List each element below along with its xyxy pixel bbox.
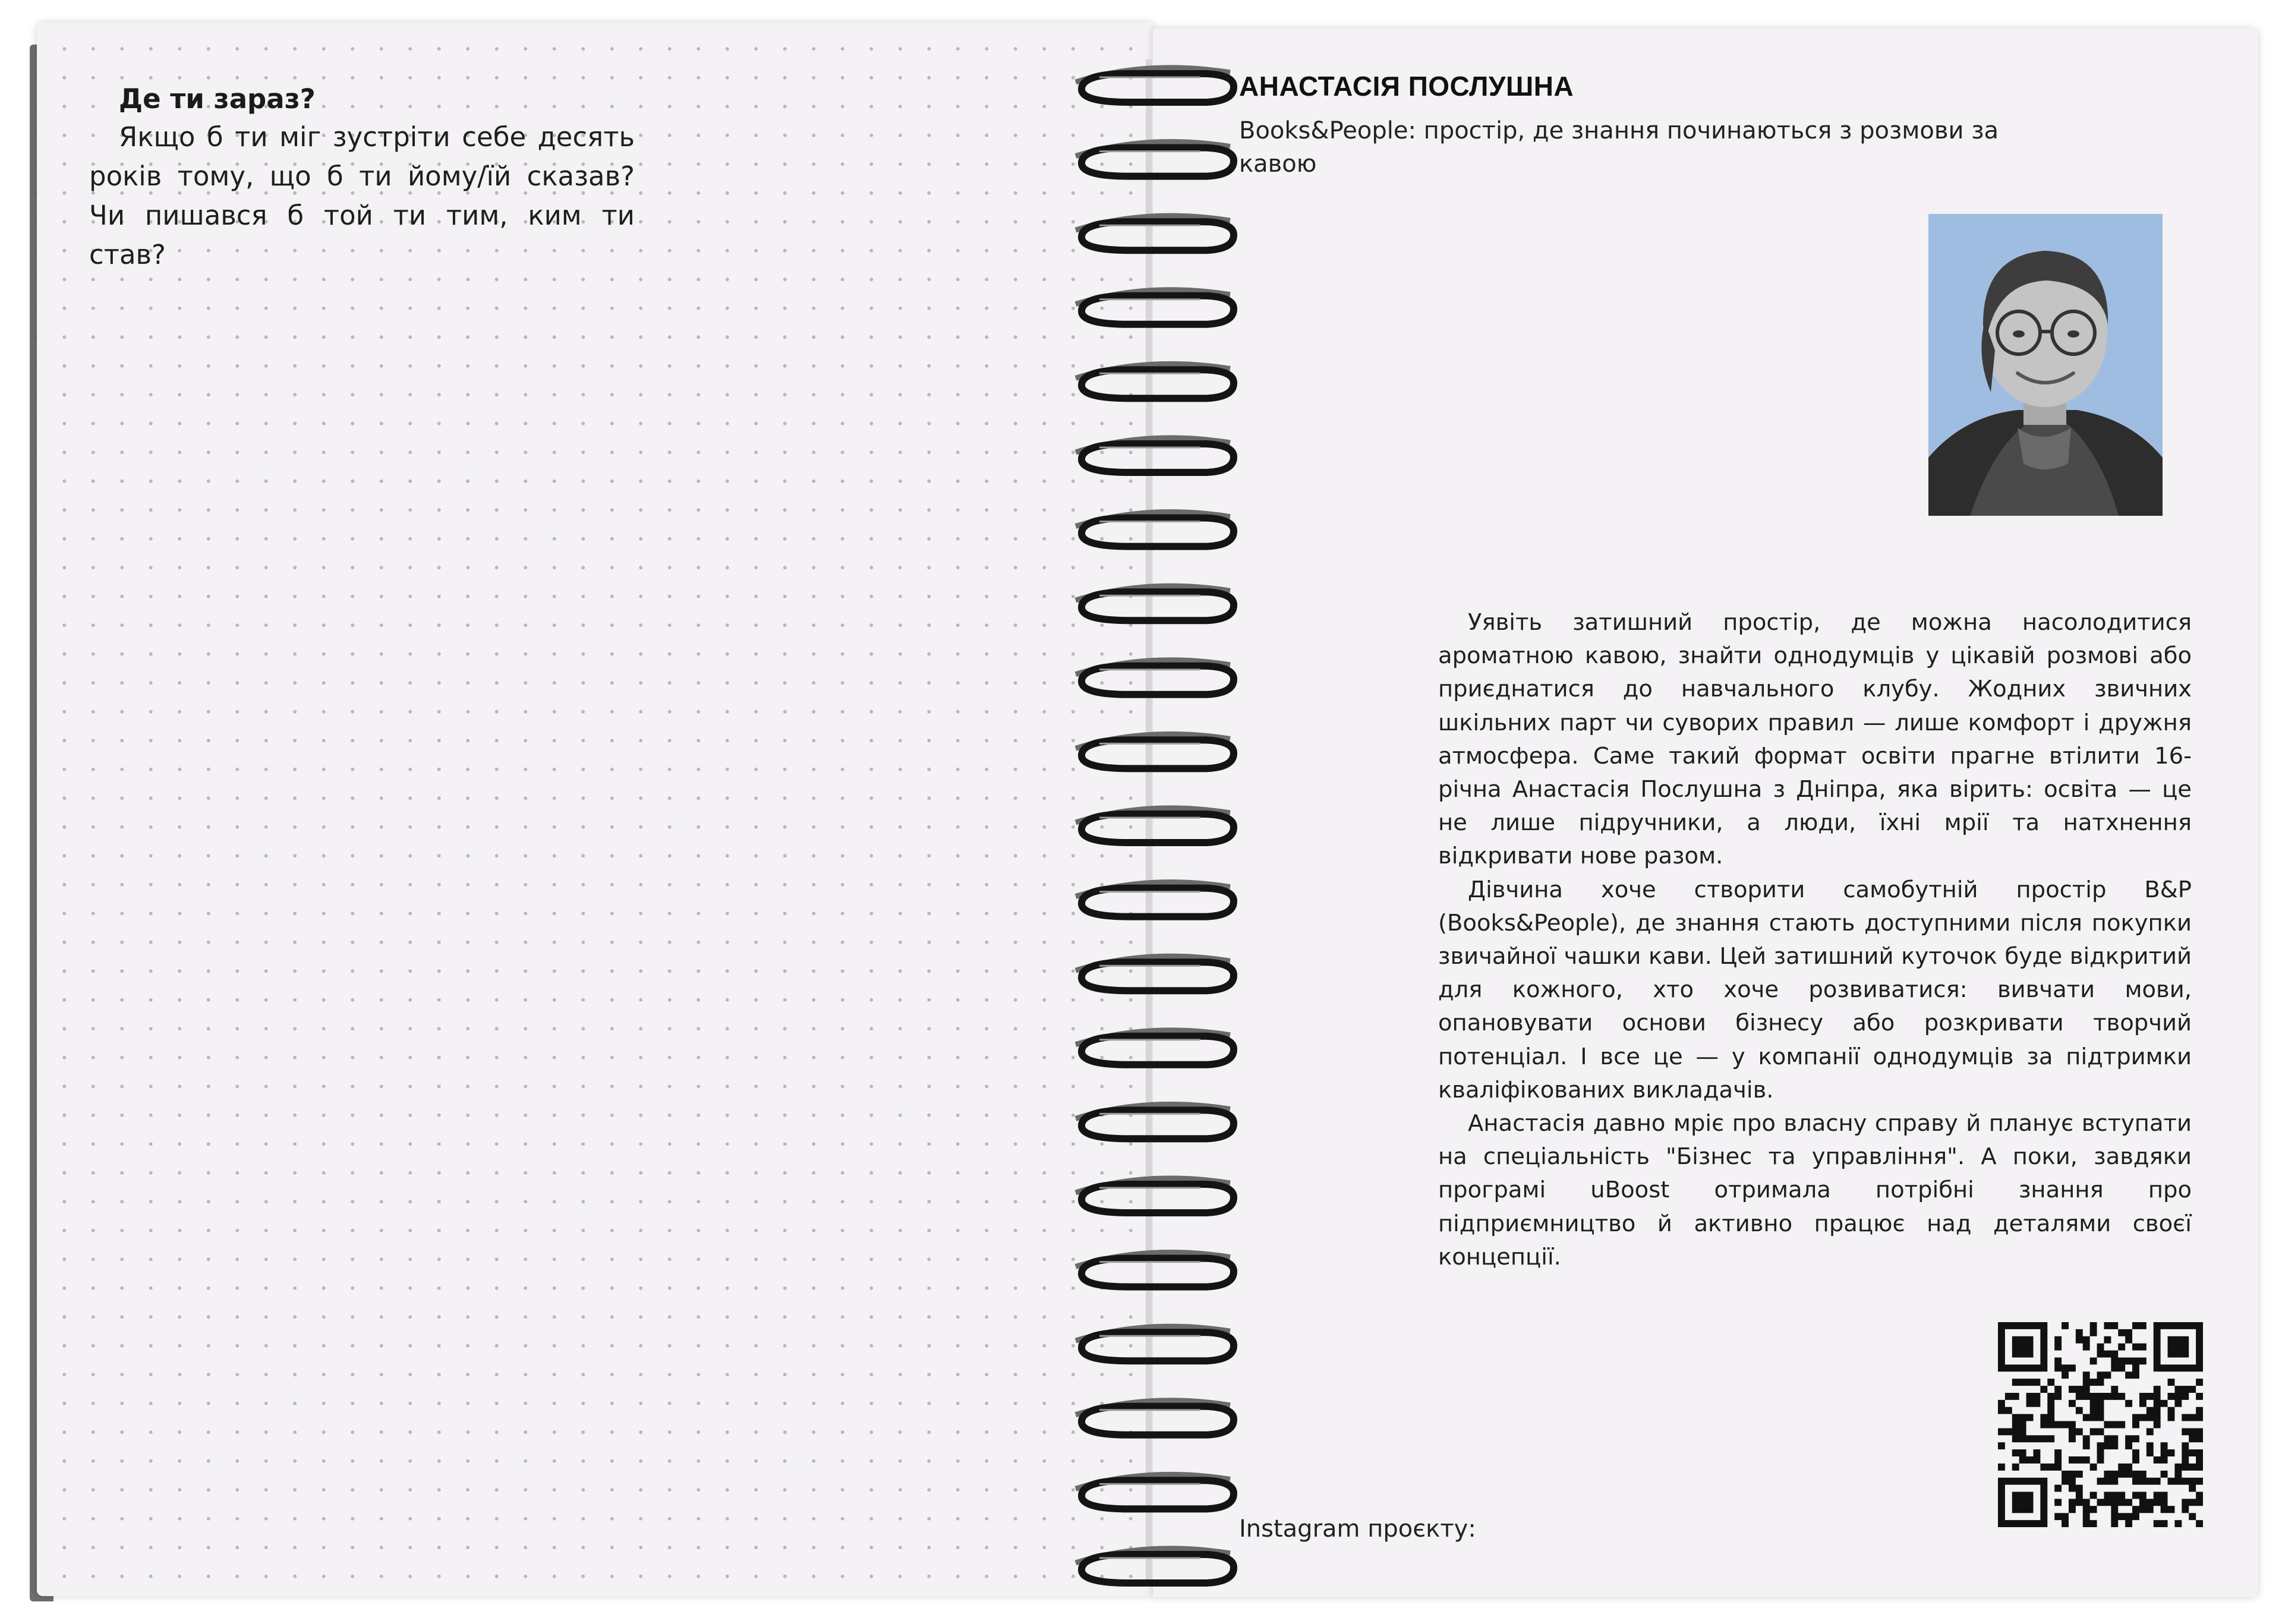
instagram-label: Instagram проєкту:	[1239, 1515, 1476, 1543]
spiral-ring	[1076, 660, 1234, 695]
spiral-ring	[1076, 1030, 1234, 1065]
qr-code[interactable]	[1998, 1322, 2203, 1527]
qr-modules	[1998, 1322, 2203, 1527]
spiral-ring	[1076, 438, 1234, 472]
spiral-ring	[1076, 1326, 1234, 1361]
spiral-ring	[1076, 142, 1234, 176]
spiral-ring	[1076, 216, 1234, 250]
spiral-ring	[1076, 586, 1234, 620]
spiral-ring	[1076, 290, 1234, 324]
spiral-ring	[1076, 1549, 1234, 1583]
portrait-illustration	[1928, 214, 2163, 516]
spiral-ring	[1076, 1474, 1234, 1509]
spiral-ring	[1076, 734, 1234, 768]
spiral-ring	[1076, 1253, 1234, 1287]
project-subtitle: Books&People: простір, де знання починаються з розмови за кавою	[1239, 117, 1999, 178]
prompt-title: Де ти зараз?	[119, 83, 316, 115]
spiral-ring	[1076, 68, 1234, 102]
spiral-ring	[1076, 364, 1234, 398]
spiral-ring	[1076, 808, 1234, 843]
spiral-ring	[1076, 882, 1234, 917]
spiral-binding	[1058, 42, 1254, 1593]
spiral-ring	[1076, 512, 1234, 547]
person-name: АНАСТАСІЯ ПОСЛУШНА	[1239, 71, 1574, 102]
prompt-body: Якщо б ти міг зустріти себе десять років тому, що б ти йому/їй сказав? Чи пишався б той ти тим, ким ти став?	[89, 121, 635, 270]
portrait-photo	[1928, 214, 2163, 516]
spiral-ring	[1076, 1178, 1234, 1213]
article-paragraph-1: Уявіть затишний простір, де можна насолодитися ароматною кавою, знайти однодумців у цікавій розмові або приєднатися до навчального клубу. Жодних звичних шкільних парт чи суворих правил — лише комфорт і дружня атмосфера. Саме такий формат освіти прагне втілити 16-річна Анастасія Послушна з Дніпра, яка вірить: освіта — це не лише підручники, а люди, їхні мрії та натхнення відкривати нове разом.	[1438, 609, 2192, 870]
spine-gap	[1146, 59, 1152, 1581]
spiral-ring	[1076, 956, 1234, 991]
article-paragraph-3: Анастасія давно мріє про власну справу й планує вступати на спеціальність "Бізнес та управління". А поки, завдяки програмі uBoost отримала потрібні знання про підприємництво й активно працює над деталями своєї концепції.	[1438, 1110, 2192, 1270]
article-text	[1438, 606, 2192, 1274]
spiral-ring	[1076, 1104, 1234, 1139]
spiral-ring	[1076, 1401, 1234, 1435]
article-paragraph-2: Дівчина хоче створити самобутній простір B&P (Books&People), де знання стають доступними після покупки звичайної чашки кави. Цей затишний куточок буде відкритий для кожного, хто хоче розвиватися: вивчати мови, опановувати основи бізнесу або розкривати творчий потенціал. І все це — у компанії однодумців за підтримки кваліфікованих викладачів.	[1438, 876, 2192, 1103]
